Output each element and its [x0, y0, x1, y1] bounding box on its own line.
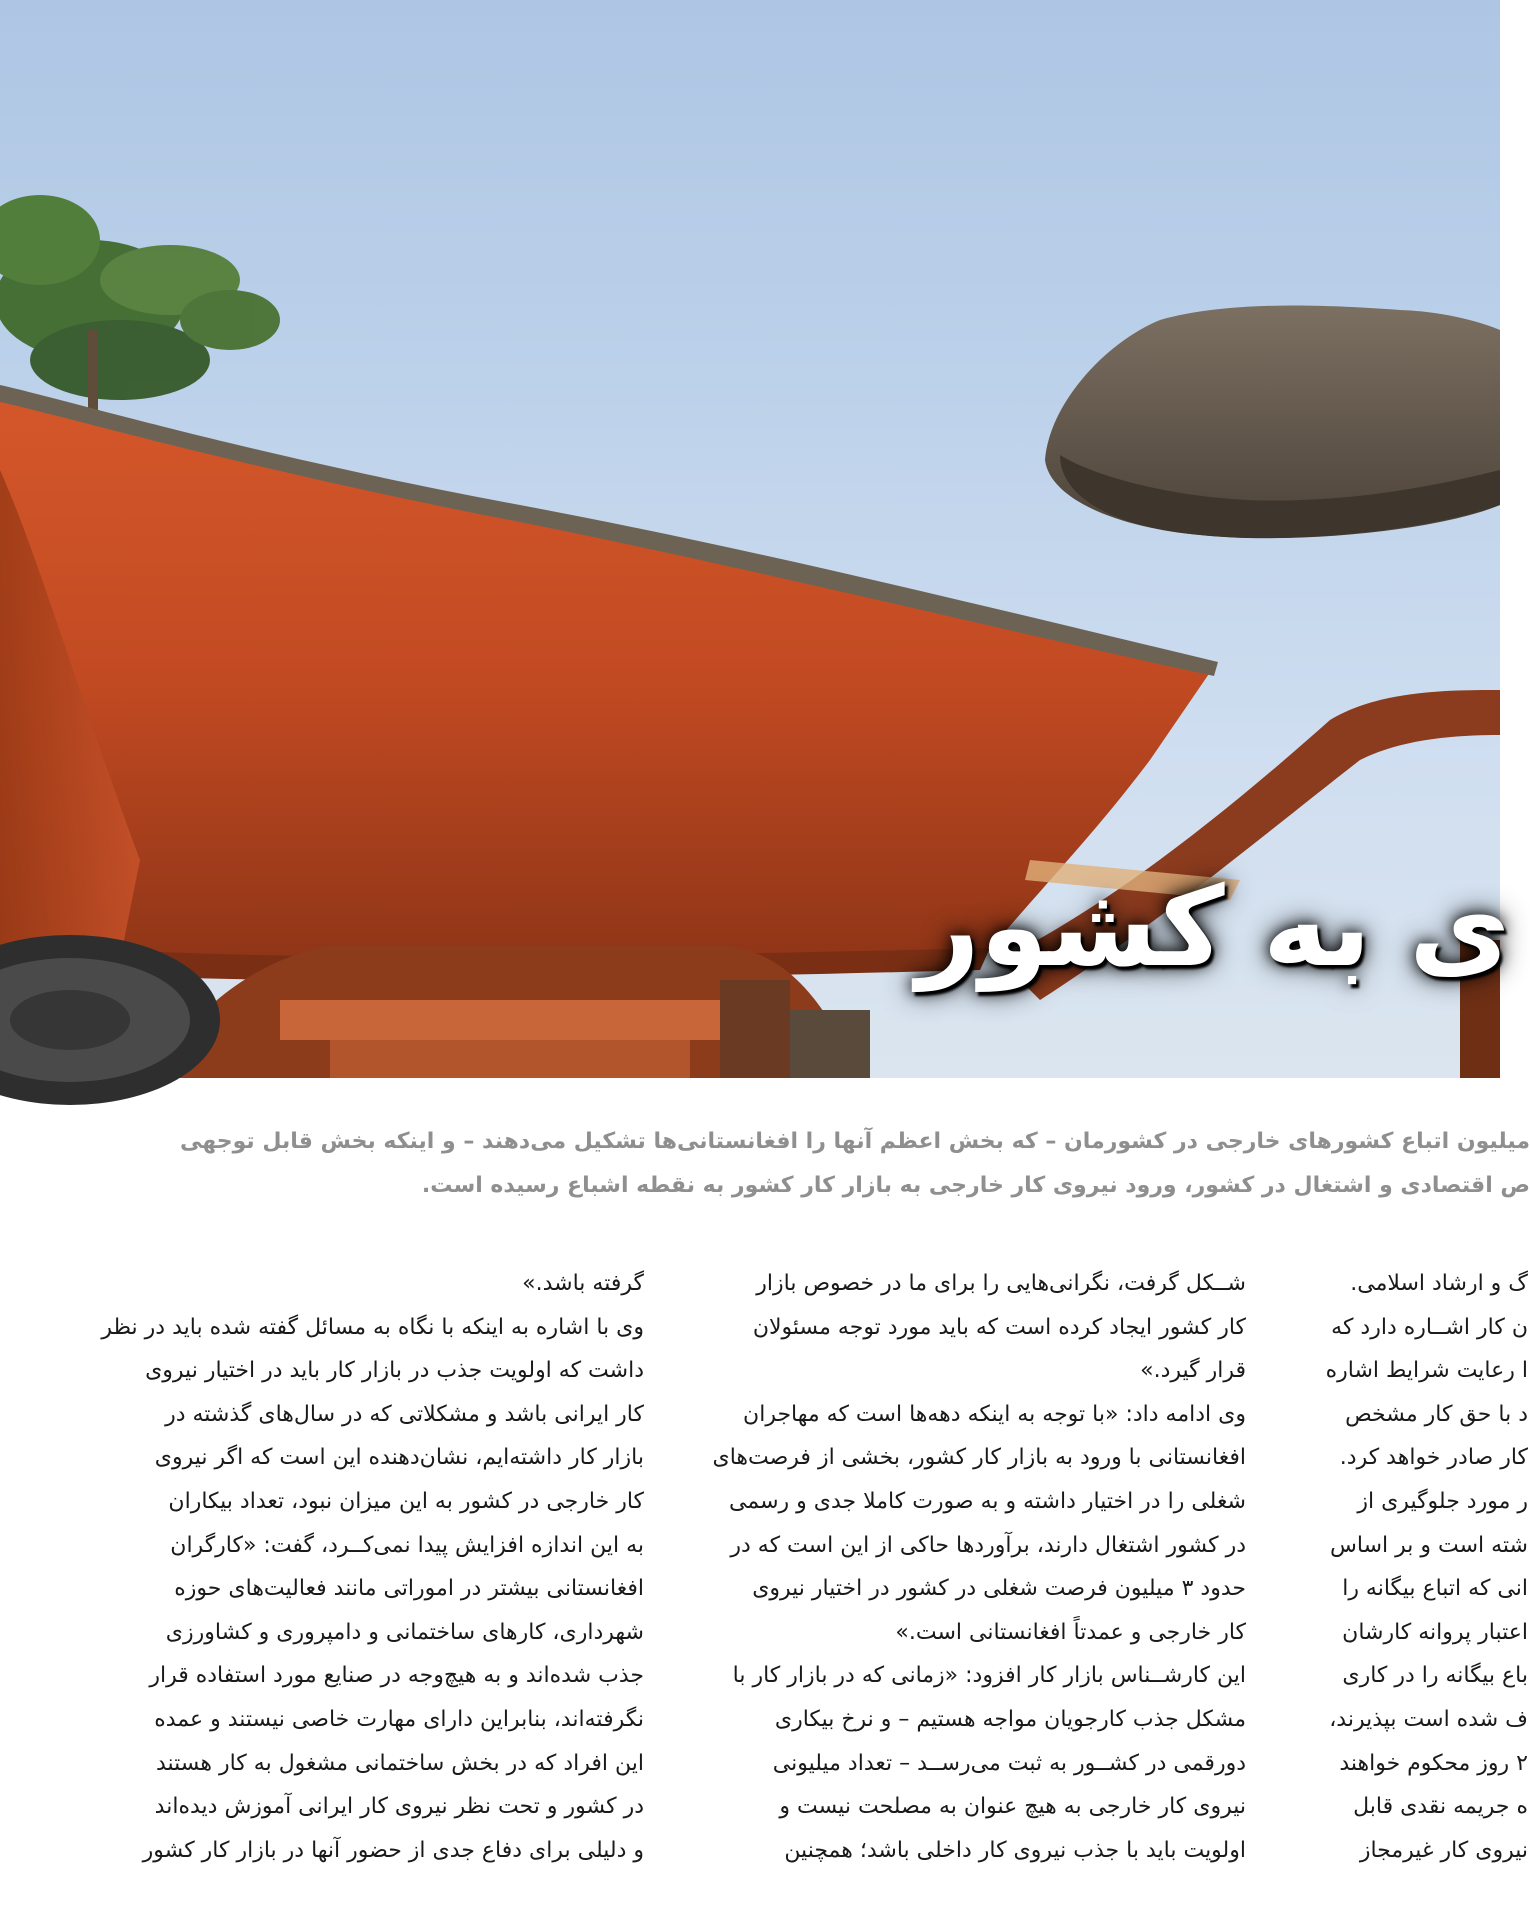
text-line: افغانستانی با ورود به بازار کار کشور، بخشی از فرصت‌های: [712, 1445, 1246, 1471]
column-middle: [690, 1262, 1246, 1909]
text-line: قرار گیرد.»: [1140, 1358, 1246, 1384]
text-line: این کارشــناس بازار کار افزود: «زمانی که در بازار کار با: [732, 1663, 1246, 1689]
text-line: شهرداری، کارهای ساختمانی و دامپروری و کشاورزی: [165, 1619, 644, 1645]
text-line: کار صادر خواهد کرد.: [1339, 1445, 1528, 1471]
text-line: ف شده است بپذیرند،: [1329, 1706, 1528, 1732]
text-line: گرفته باشد.»: [522, 1271, 644, 1296]
text-line: به این اندازه افزایش پیدا نمی‌کــرد، گفت: «کارگران: [170, 1532, 644, 1558]
text-line: کار خارجی در کشور به این میزان نبود، تعداد بیکاران: [168, 1488, 644, 1514]
text-line: وی با اشاره به اینکه با نگاه به مسائل گفته شده باید در نظر: [101, 1314, 644, 1340]
text-line: مشکل جذب کارجویان مواجه هستیم – و نرخ بیکاری: [774, 1706, 1246, 1732]
text-line: شته است و بر اساس: [1330, 1532, 1528, 1558]
text-line: بازار کار داشته‌ایم، نشان‌دهنده این است که اگر نیروی: [154, 1445, 644, 1471]
headline: ی به کشور: [916, 863, 1510, 991]
text-line: حدود ۳ میلیون فرصت شغلی در کشور در اختیار نیروی: [752, 1576, 1246, 1602]
text-line: انی که اتباع بیگانه را: [1342, 1576, 1528, 1602]
text-line: افغانستانی بیشتر در اموراتی مانند فعالیت‌های حوزه: [174, 1576, 644, 1602]
column-right: [1288, 1262, 1528, 1909]
lead-line: میلیون اتباع کشورهای خارجی در کشورمان – که بخش اعظم آنها را افغانستانی‌ها تشکیل می‌دهند – و اینکه بخش قابل توجهی: [179, 1129, 1530, 1154]
column-left: [92, 1262, 644, 1909]
text-line: ه جریمه نقدی قابل: [1353, 1794, 1528, 1820]
text-line: ر مورد جلوگیری از: [1357, 1488, 1528, 1514]
text-line: در کشور اشتغال دارند، برآوردها حاکی از این است که در: [730, 1532, 1246, 1558]
tree: [0, 195, 280, 410]
text-line: اعتبار پروانه کارشان: [1342, 1619, 1528, 1645]
text-line: د با حق کار مشخص: [1345, 1401, 1528, 1427]
text-line: اولویت باید با جذب نیروی کار داخلی باشد؛ همچنین: [784, 1837, 1246, 1863]
text-line: کار ایرانی باشد و مشکلاتی که در سال‌های گذشته در: [165, 1401, 644, 1427]
lead-paragraph: [70, 1120, 1530, 1208]
text-line: وی ادامه داد: «با توجه به اینکه دهه‌ها است که مهاجران: [743, 1401, 1246, 1427]
text-line: و دلیلی برای دفاع جدی از حضور آنها در بازار کار کشور: [142, 1837, 644, 1863]
text-line: این افراد که در بخش ساختمانی مشغول به کار هستند: [155, 1750, 644, 1776]
text-line: شــکل گرفت، نگرانی‌هایی را برای ما در خصوص بازار: [756, 1271, 1246, 1296]
text-line: داشت که اولویت جذب در بازار کار باید در اختیار نیروی: [145, 1358, 644, 1384]
text-line: ا رعایت شرایط اشاره: [1325, 1358, 1528, 1384]
lead-line: ص اقتصادی و اشتغال در کشور، ورود نیروی کار خارجی به بازار کار کشور به نقطه اشباع رسیده است.: [421, 1173, 1530, 1198]
text-line: کار خارجی و عمدتاً افغانستانی است.»: [895, 1619, 1246, 1645]
text-line: در کشور و تحت نظر نیروی کار ایرانی آموزش دیده‌اند: [154, 1794, 644, 1820]
text-line: کار کشور ایجاد کرده است که باید مورد توجه مسئولان: [752, 1314, 1246, 1340]
text-line: باع بیگانه را در کاری: [1342, 1663, 1528, 1689]
text-line: نگرفته‌اند، بنابراین دارای مهارت خاصی نیستند و عمده: [154, 1706, 644, 1732]
text-line: شغلی را در اختیار داشته و به صورت کاملا جدی و رسمی: [729, 1488, 1246, 1514]
text-line: گ و ارشاد اسلامی.: [1350, 1271, 1528, 1296]
text-line: نیروی کار غیرمجاز: [1359, 1837, 1528, 1863]
text-line: جذب شده‌اند و به هیچ‌وجه در صنایع مورد استفاده قرار: [149, 1663, 644, 1689]
text-line: ن کار اشــاره دارد که: [1331, 1314, 1528, 1340]
text-line: نیروی کار خارجی به هیچ عنوان به مصلحت نیست و: [779, 1794, 1246, 1820]
text-line: دورقمی در کشــور به ثبت می‌رســد – تعداد میلیونی: [772, 1750, 1246, 1776]
text-line: ۲ روز محکوم خواهند: [1339, 1750, 1528, 1776]
